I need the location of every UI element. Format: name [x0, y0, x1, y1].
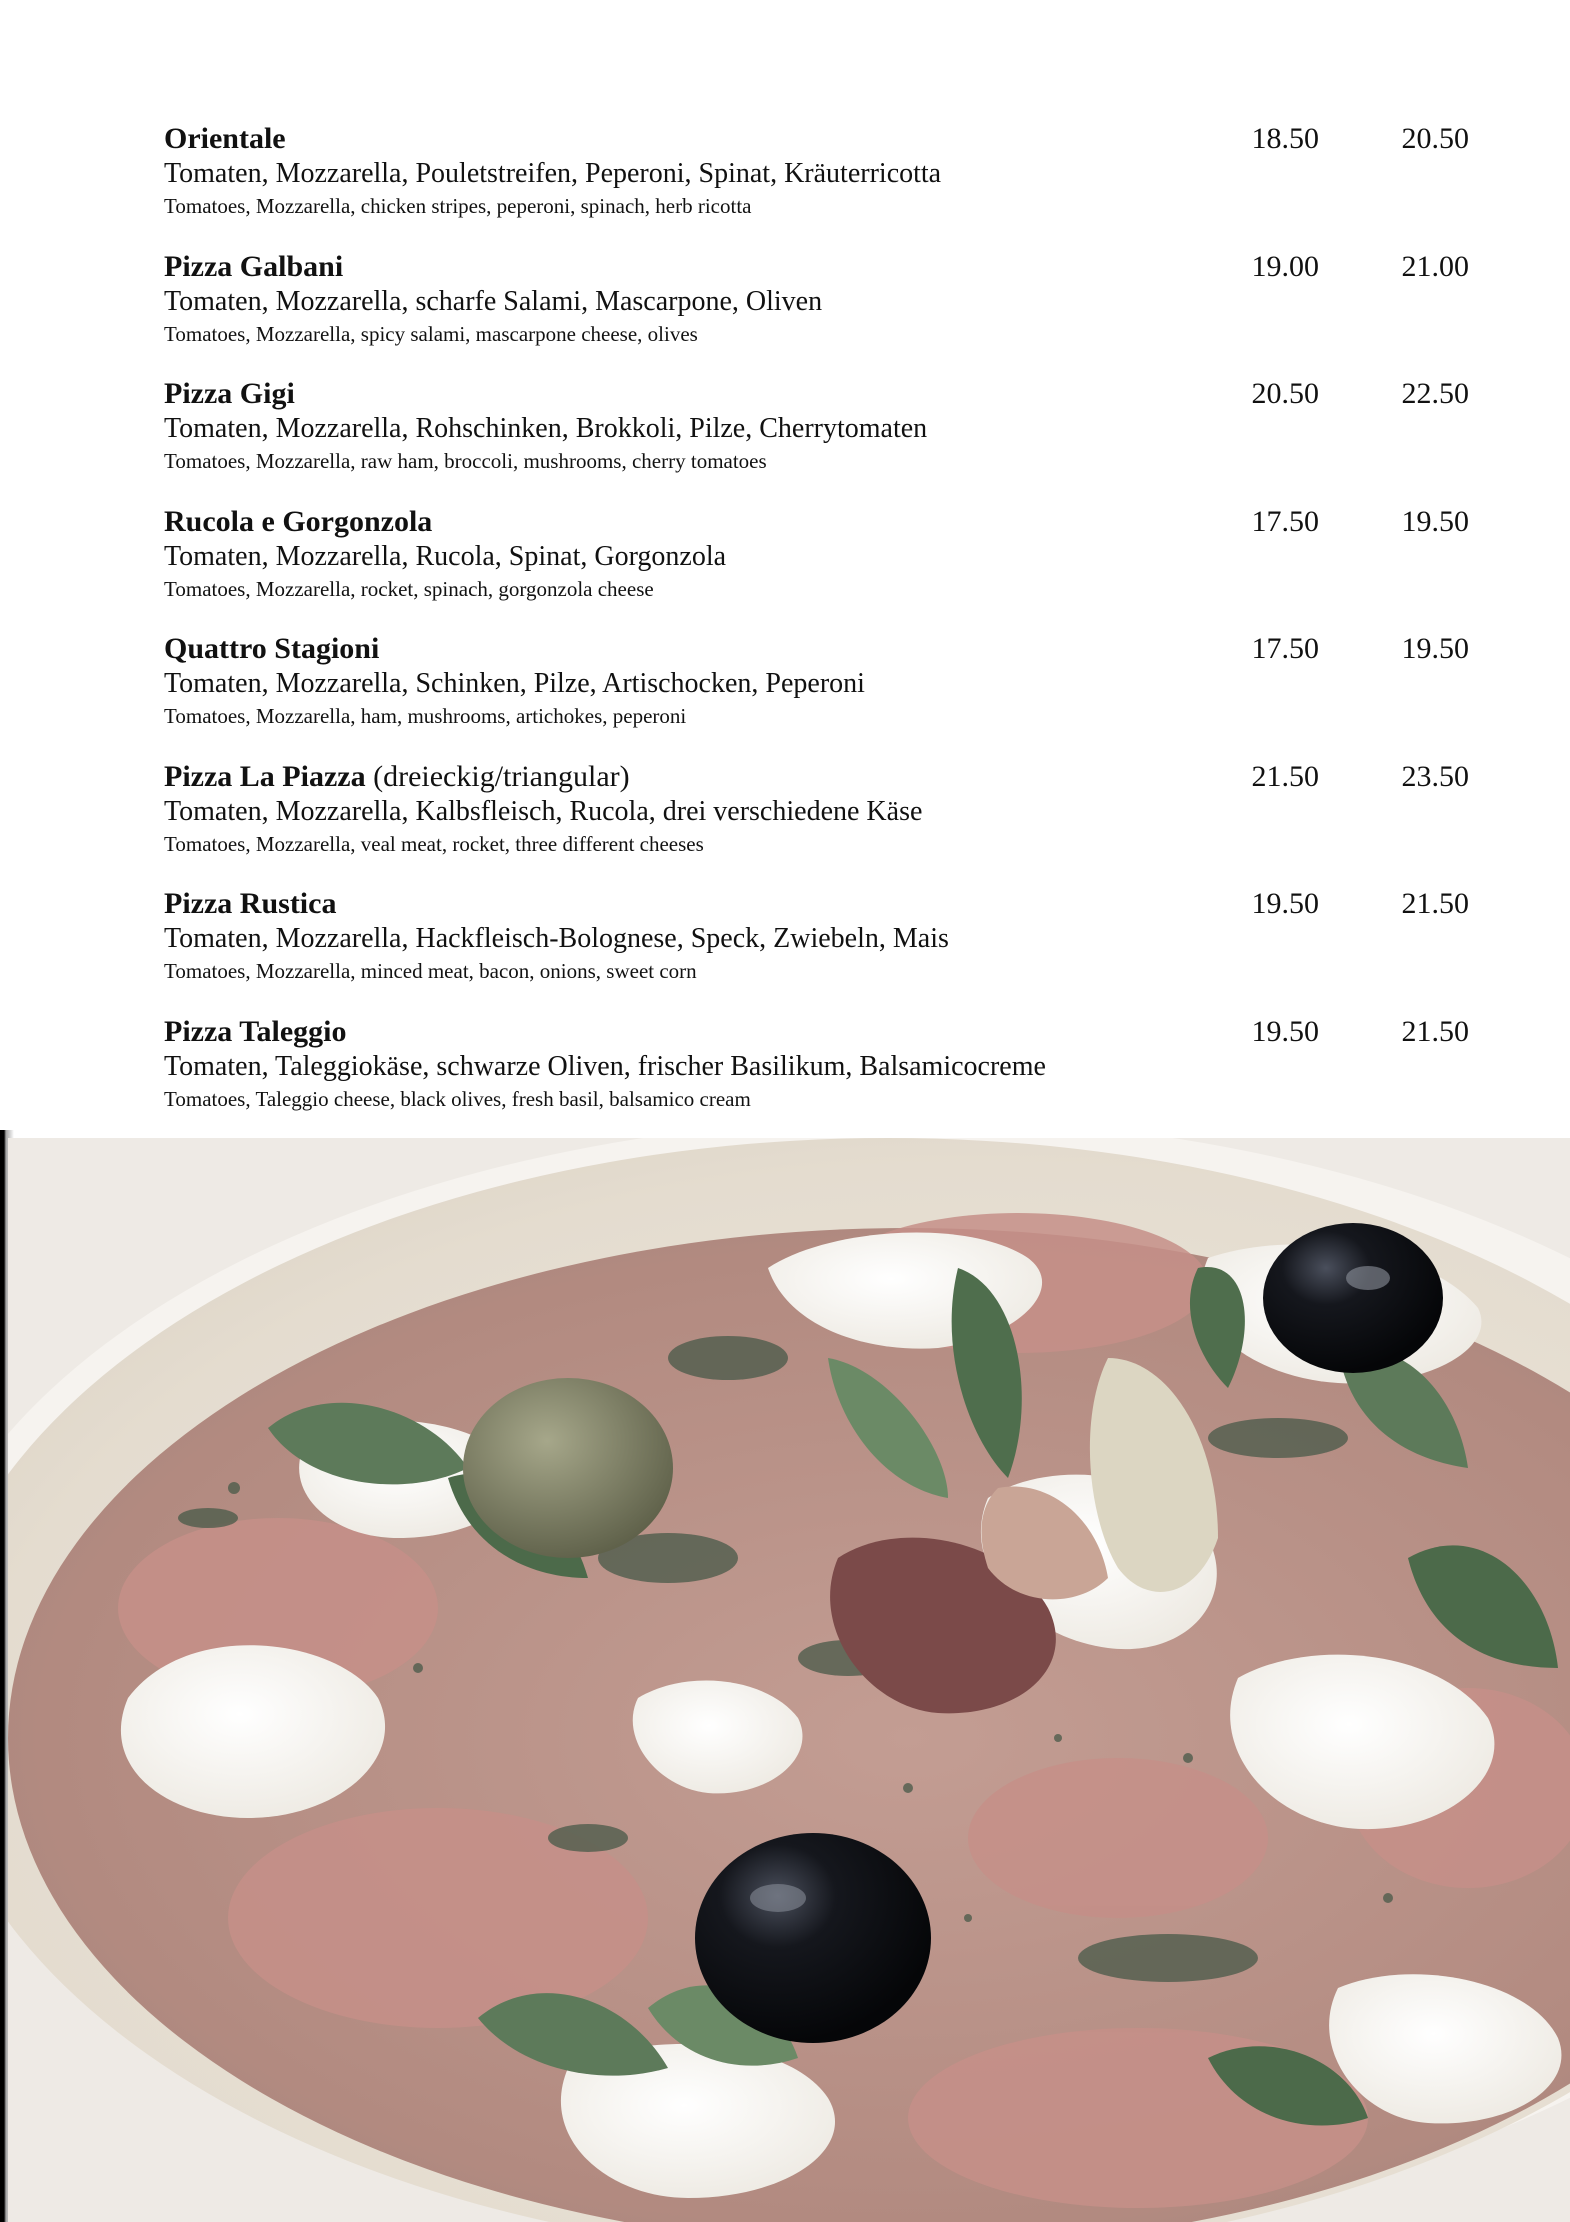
- item-description-en: Tomatoes, Mozzarella, raw ham, broccoli, mushrooms, cherry tomatoes: [164, 449, 767, 473]
- menu-item: [164, 501, 1469, 629]
- item-title: [164, 1011, 347, 1053]
- menu-item: [164, 373, 1469, 501]
- price-small: 17.50: [1251, 632, 1319, 665]
- item-name: Orientale: [164, 122, 286, 155]
- menu-item: [164, 118, 1469, 246]
- item-description-en: Tomatoes, Mozzarella, chicken stripes, peperoni, spinach, herb ricotta: [164, 194, 752, 218]
- item-description-de: Tomaten, Mozzarella, Hackfleisch-Bolognese, Speck, Zwiebeln, Mais: [164, 923, 949, 954]
- item-description-en: Tomatoes, Mozzarella, minced meat, bacon, onions, sweet corn: [164, 959, 697, 983]
- price-large: 23.50: [1401, 759, 1469, 793]
- price-large: 21.00: [1401, 249, 1469, 283]
- item-note: (dreieckig/triangular): [373, 759, 630, 793]
- menu-item: [164, 628, 1469, 756]
- menu-item: [164, 1011, 1469, 1139]
- menu-item: [164, 756, 1469, 884]
- item-name: Pizza Rustica: [164, 887, 337, 920]
- item-description-de: Tomaten, Mozzarella, Rohschinken, Brokkoli, Pilze, Cherrytomaten: [164, 413, 928, 444]
- item-title: [164, 246, 343, 288]
- price-small: 19.50: [1251, 887, 1319, 920]
- price-large: 21.50: [1401, 887, 1469, 920]
- item-description-en: Tomatoes, Mozzarella, ham, mushrooms, artichokes, peperoni: [164, 704, 687, 728]
- olive-highlight: [750, 1884, 806, 1912]
- menu-item: [164, 883, 1469, 1011]
- item-description-de: Tomaten, Taleggiokäse, schwarze Oliven, frischer Basilikum, Balsamicocreme: [164, 1050, 1046, 1082]
- pizza-photo: [8, 1138, 1570, 2222]
- item-name: Pizza La Piazza: [164, 759, 366, 793]
- item-description-de: Tomaten, Mozzarella, Rucola, Spinat, Gorgonzola: [164, 540, 727, 572]
- item-name: Pizza Galbani: [164, 249, 344, 283]
- item-title: [164, 756, 630, 798]
- price-small: 21.50: [1251, 759, 1319, 793]
- price-large: 19.50: [1401, 632, 1469, 665]
- price-small: 18.50: [1251, 122, 1319, 155]
- price-small: 17.50: [1251, 504, 1319, 538]
- green-olive: [463, 1378, 673, 1558]
- menu-list: [164, 118, 1469, 1138]
- black-olive-bottom: [695, 1833, 931, 2043]
- item-name: Pizza Taleggio: [164, 1014, 347, 1048]
- price-large: 22.50: [1401, 377, 1469, 410]
- item-description-en: Tomatoes, Mozzarella, rocket, spinach, gorgonzola cheese: [164, 576, 654, 601]
- price-large: 19.50: [1401, 504, 1469, 538]
- black-olive-top: [1263, 1223, 1443, 1373]
- item-description-de: Tomaten, Mozzarella, Schinken, Pilze, Artischocken, Peperoni: [164, 668, 865, 699]
- price-small: 19.00: [1251, 249, 1319, 283]
- item-name: Quattro Stagioni: [164, 632, 380, 665]
- price-large: 20.50: [1401, 122, 1469, 155]
- price-small: 20.50: [1251, 377, 1319, 410]
- price-small: 19.50: [1251, 1014, 1319, 1048]
- item-description-en: Tomatoes, Taleggio cheese, black olives, fresh basil, balsamico cream: [164, 1086, 751, 1111]
- olive-highlight: [1346, 1266, 1390, 1290]
- menu-item: [164, 246, 1469, 374]
- item-name: Pizza Gigi: [164, 377, 295, 410]
- item-title: [164, 373, 295, 415]
- pizza-illustration: [8, 1138, 1570, 2222]
- item-title: [164, 883, 336, 925]
- item-description-de: Tomaten, Mozzarella, Kalbsfleisch, Rucola, drei verschiedene Käse: [164, 795, 923, 827]
- item-description-en: Tomatoes, Mozzarella, spicy salami, mascarpone cheese, olives: [164, 321, 698, 346]
- price-large: 21.50: [1401, 1014, 1469, 1048]
- item-description-de: Tomaten, Mozzarella, Pouletstreifen, Peperoni, Spinat, Kräuterricotta: [164, 158, 942, 189]
- item-title: [164, 501, 432, 543]
- item-title: [164, 118, 286, 160]
- item-name: Rucola e Gorgonzola: [164, 504, 433, 538]
- item-description-en: Tomatoes, Mozzarella, veal meat, rocket, three different cheeses: [164, 831, 704, 856]
- item-title: [164, 628, 379, 670]
- item-description-de: Tomaten, Mozzarella, scharfe Salami, Mascarpone, Oliven: [164, 285, 823, 317]
